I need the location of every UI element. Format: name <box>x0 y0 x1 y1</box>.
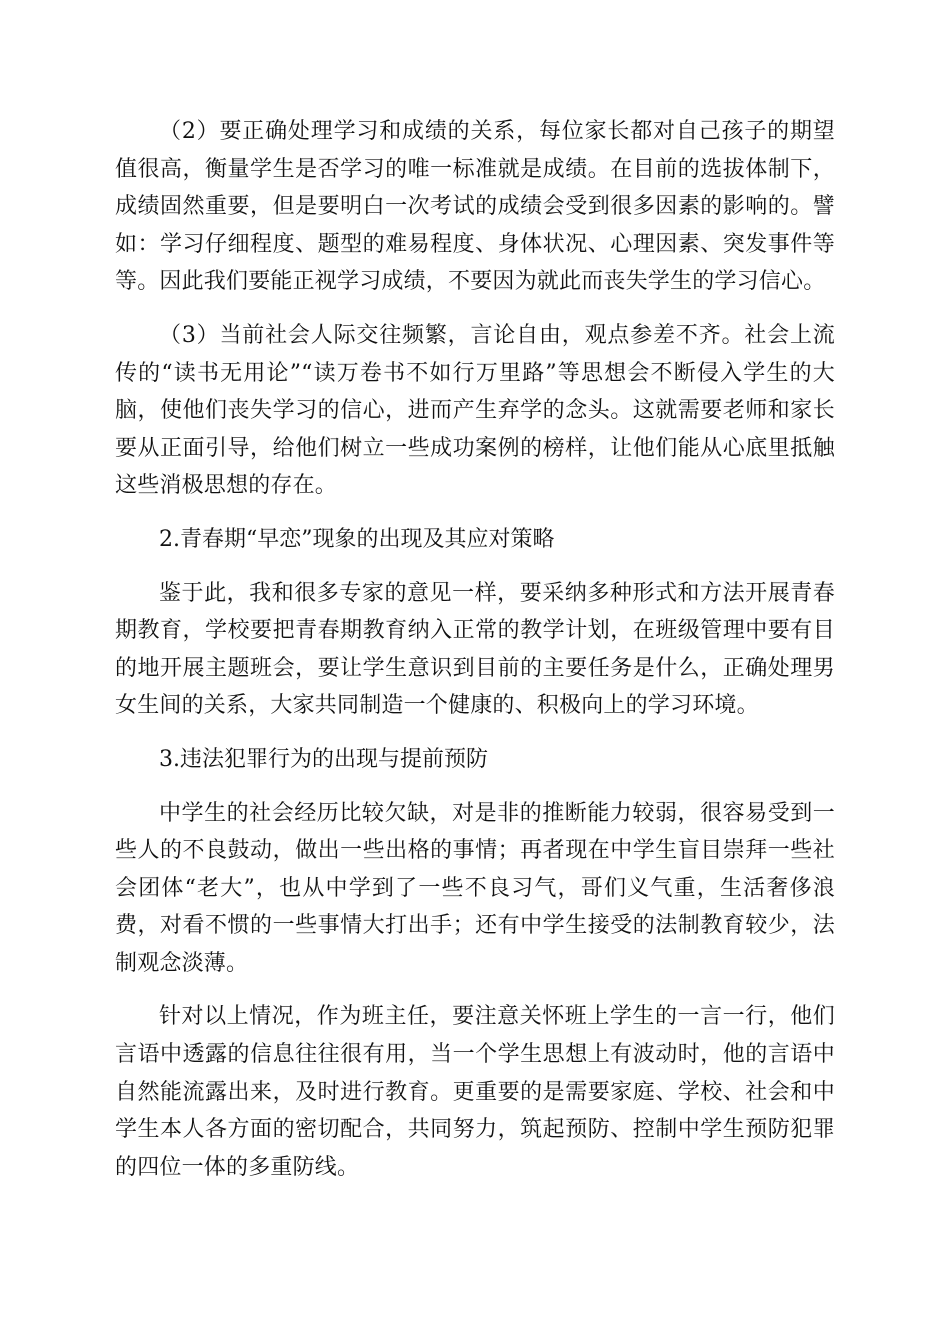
paragraph-teacher-response: 针对以上情况，作为班主任，要注意关怀班上学生的一言一行，他们言语中透露的信息往往很有用，当一个学生思想上有波动时，他的言语中自然能流露出来，及时进行教育。更重要的是需要家庭、学校、社会和中学生本人各方面的密切配合，共同努力，筑起预防、控制中学生预防犯罪的四位一体的多重防线。 <box>115 1004 835 1180</box>
paragraph-crime-causes: 中学生的社会经历比较欠缺，对是非的推断能力较弱，很容易受到一些人的不良鼓动，做出一些出格的事情；再者现在中学生盲目崇拜一些社会团体“老大”，也从中学到了一些不良习气，哥们义气重，生活奢侈浪费，对看不惯的一些事情大打出手；还有中学生接受的法制教育较少，法制观念淡薄。 <box>115 800 835 976</box>
section-heading-puberty: 2.青春期“早恋”现象的出现及其应对策略 <box>159 526 555 552</box>
section-heading-crime-prevention: 3.违法犯罪行为的出现与提前预防 <box>159 746 488 772</box>
paragraph-puberty-education: 鉴于此，我和很多专家的意见一样，要采纳多种形式和方法开展青春期教育，学校要把青春期教育纳入正常的教学计划，在班级管理中要有目的地开展主题班会，要让学生意识到目前的主要任务是什么，正确处理男女生间的关系，大家共同制造一个健康的、积极向上的学习环境。 <box>115 580 835 719</box>
document-page <box>115 113 835 1202</box>
paragraph-social-influence: （3）当前社会人际交往频繁，言论自由，观点参差不齐。社会上流传的“读书无用论”“读万卷书不如行万里路”等思想会不断侵入学生的大脑，使他们丧失学习的信心，进而产生弃学的念头。这就需要老师和家长要从正面引导，给他们树立一些成功案例的榜样，让他们能从心底里抵触这些消极思想的存在。 <box>115 322 835 499</box>
paragraph-grades: （2）要正确处理学习和成绩的关系，每位家长都对自己孩子的期望值很高，衡量学生是否学习的唯一标准就是成绩。在目前的选拔体制下，成绩固然重要，但是要明白一次考试的成绩会受到很多因素的影响的。譬如：学习仔细程度、题型的难易程度、身体状况、心理因素、突发事件等等。因此我们要能正视学习成绩，不要因为就此而丧失学生的学习信心。 <box>115 119 835 295</box>
